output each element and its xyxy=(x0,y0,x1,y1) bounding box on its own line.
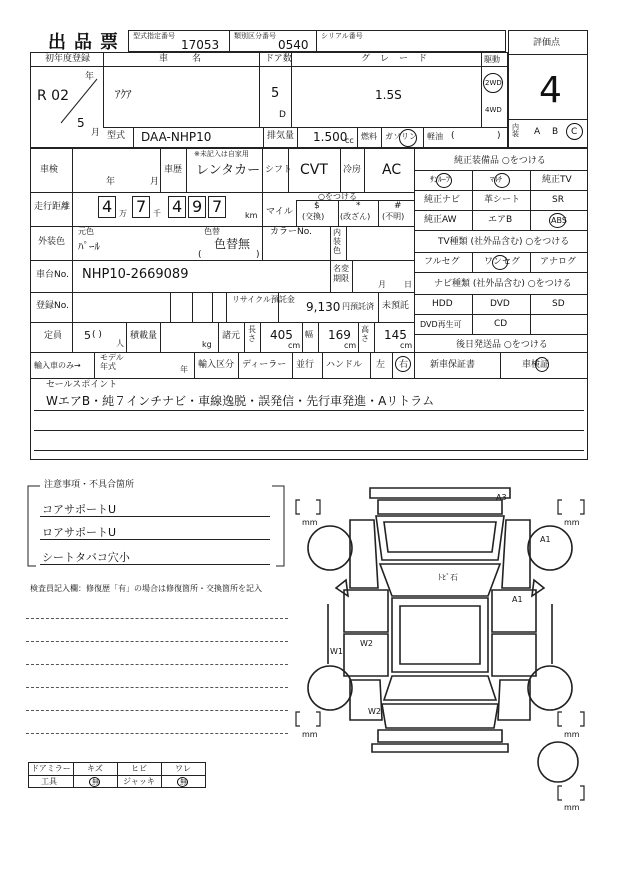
equip-sr: SR xyxy=(552,195,564,205)
color-label: 外装色 xyxy=(38,237,66,247)
displacement: 1.500 xyxy=(313,130,348,144)
shift-label: シフト xyxy=(265,165,293,175)
equip-leather: 革シート xyxy=(484,195,521,205)
repaint-label: 色替 xyxy=(204,227,220,236)
tools-tool-label: 工具 xyxy=(41,777,57,786)
recycle-unpaid: 未預託 xyxy=(382,301,410,311)
doors: 5 xyxy=(271,86,280,101)
ac: AC xyxy=(382,162,402,178)
damage-front-bumper: A3 xyxy=(496,493,507,502)
notes-label: 注意事項・不具合箇所 xyxy=(44,480,135,490)
tools-header-break: ワレ xyxy=(175,764,191,773)
handle-label: ハンドル xyxy=(326,360,363,370)
type-no-label: 型式指定番号 xyxy=(133,32,175,40)
width-unit: cm xyxy=(344,341,357,350)
equip-tv: 純正TV xyxy=(542,175,572,185)
note-1: コアサポートU xyxy=(42,503,117,516)
damage-right-door: A1 xyxy=(512,595,523,604)
mileage-man: 万 xyxy=(119,209,127,218)
altered-label: (改ざん) xyxy=(340,212,371,221)
equip-navi: 純正ナビ xyxy=(424,195,461,205)
mm-rear-right: mm xyxy=(564,730,580,739)
altered-symbol: * xyxy=(356,201,361,211)
height-label: 高さ xyxy=(361,325,369,343)
recycle-label: リサイクル預託金 xyxy=(232,295,295,304)
interior-color-label: 内装色 xyxy=(333,228,341,255)
chassis: NHP10-2669089 xyxy=(82,267,189,282)
later-inspection-cert: 車検証 xyxy=(522,360,550,370)
name-change-day: 日 xyxy=(404,280,412,289)
name-change-label: 名変期限 xyxy=(333,264,349,283)
height: 145 xyxy=(384,328,407,342)
doors-label: ドア数 xyxy=(265,54,292,64)
sales-label: セールスポイント xyxy=(46,380,118,390)
grade-score-label: 評価点 xyxy=(533,38,561,48)
inspection-year: 年 xyxy=(106,177,116,187)
car-name-label: 車名 xyxy=(159,54,226,64)
mileage-sen: 千 xyxy=(153,209,161,218)
grade-score: 4 xyxy=(539,70,562,111)
mileage-label: 走行距離 xyxy=(34,202,71,212)
equip-airbag: エアB xyxy=(488,215,513,225)
door-type: D xyxy=(279,110,286,120)
displacement-unit: cc xyxy=(345,136,354,145)
tv-label: TV種類 (社外品含む) ○をつける xyxy=(438,237,570,247)
sales-text: WエアB・純７インチナビ・車線逸脱・誤発信・先行車発進・Aリトラム xyxy=(46,394,435,408)
car-name: ｱｸｱ xyxy=(115,88,132,101)
damage-left-pillar: W1 xyxy=(330,647,343,656)
note-2: ロアサポートU xyxy=(42,526,117,539)
dealer-label: ディーラー xyxy=(242,360,287,370)
mileage-digit-3: 4 xyxy=(172,197,183,216)
equip-abs: ABS xyxy=(551,216,567,225)
tools-jack-label: ジャッキ xyxy=(123,777,155,786)
later-label: 後日発送品 ○をつける xyxy=(456,340,548,350)
equip-multi: ﾏﾙﾁ xyxy=(490,175,502,184)
tools-header-crack: ヒビ xyxy=(131,764,147,773)
grade: 1.5S xyxy=(375,88,402,102)
capacity-unit: 人 xyxy=(116,339,124,348)
type-no: 17053 xyxy=(181,38,220,52)
history-note: ※未記入は自家用 xyxy=(194,150,249,158)
left-label: 左 xyxy=(376,360,386,370)
recycle-status: 円預託済 xyxy=(342,302,374,311)
navi-hdd: HDD xyxy=(432,299,453,309)
damage-rear: W2 xyxy=(368,707,381,716)
drive-label: 駆動 xyxy=(484,55,500,64)
page-title: 出品票 xyxy=(48,32,126,53)
note-3: シートタバコ穴小 xyxy=(42,551,130,564)
capacity-paren: ( ) xyxy=(92,330,102,340)
length-label: 長さ xyxy=(248,325,256,343)
navi-label: ナビ種類 (社外品含む) ○をつける xyxy=(434,279,572,289)
interior-a: A xyxy=(534,127,541,137)
exchange-label: (交換) xyxy=(302,212,325,221)
mileage-digit-2: 7 xyxy=(136,197,147,216)
displacement-label: 排気量 xyxy=(267,131,295,141)
serial-label: シリアル番号 xyxy=(321,32,363,40)
oil-label: 軽油 xyxy=(427,132,443,141)
mm-rear-left: mm xyxy=(302,730,318,739)
length-unit: cm xyxy=(288,341,301,350)
inspection-label: 車検 xyxy=(40,165,59,175)
mileage-km: km xyxy=(245,211,258,220)
import-label: 輸入車のみ→ xyxy=(34,361,81,370)
recycle-amount: 9,130 xyxy=(306,300,341,314)
tools-header-mirror: ドアミラー xyxy=(31,764,71,773)
repaint-paren-close: ) xyxy=(256,250,260,260)
load-label: 積載量 xyxy=(130,331,158,341)
first-reg-month: 5 xyxy=(77,116,85,130)
model: DAA-NHP10 xyxy=(141,130,212,144)
mm-front-left: mm xyxy=(302,518,318,527)
interior-b: B xyxy=(552,127,559,137)
navi-dvd: DVD xyxy=(490,299,510,309)
navi-cd: CD xyxy=(494,319,508,329)
drive-2wd: 2WD xyxy=(485,79,502,87)
history: レンタカー xyxy=(196,163,261,178)
height-unit: cm xyxy=(400,341,413,350)
right-label: 右 xyxy=(399,360,409,370)
navi-sd: SD xyxy=(552,299,565,309)
genuine-label: 純正装備品 ○をつける xyxy=(454,156,546,166)
mm-front-right: mm xyxy=(564,518,580,527)
model-label: 型式 xyxy=(107,131,126,141)
original-color-label: 元色 xyxy=(78,227,94,236)
unknown-label: (不明) xyxy=(382,212,405,221)
parallel-label: 並行 xyxy=(296,360,315,370)
tools-jack-value: 無 xyxy=(180,778,187,786)
dimensions-label: 諸元 xyxy=(222,331,241,341)
color-no-label: カラーNo. xyxy=(270,227,312,237)
first-reg-month-unit: 月 xyxy=(91,128,101,138)
width: 169 xyxy=(328,328,351,342)
fuel: ガソリン xyxy=(385,132,417,141)
capacity-label: 定員 xyxy=(44,331,63,341)
damage-left-window: W2 xyxy=(360,639,373,648)
class-no: 0540 xyxy=(278,38,309,52)
length: 405 xyxy=(270,328,293,342)
inspector-label: 検査員記入欄：修復歴「有」の場合は修復箇所・交換箇所を記入 xyxy=(30,584,262,593)
first-reg-era: R 02 xyxy=(37,88,69,104)
damage-front-right: A1 xyxy=(540,535,551,544)
inspection-month: 月 xyxy=(150,177,160,187)
first-reg-year-unit: 年 xyxy=(85,72,95,82)
drive-4wd: 4WD xyxy=(485,106,502,114)
tv-oneseg: ワンセグ xyxy=(484,257,521,267)
unknown-symbol: # xyxy=(394,201,402,211)
mark-note: ○をつける xyxy=(318,192,357,201)
mileage-digit-1: 4 xyxy=(102,197,113,216)
mile-label: マイル xyxy=(266,207,293,217)
interior-c: C xyxy=(571,127,578,137)
interior-label: 内装 xyxy=(512,123,519,138)
later-warranty: 新車保証書 xyxy=(430,360,476,370)
mileage-digit-5: 7 xyxy=(212,197,223,216)
history-label: 車歴 xyxy=(164,165,183,175)
import-class-label: 輸入区分 xyxy=(198,360,235,370)
chassis-label: 車台No. xyxy=(36,270,69,280)
tv-fullseg: フルセグ xyxy=(424,257,460,267)
name-change-month: 月 xyxy=(378,280,386,289)
mileage-digit-4: 9 xyxy=(192,197,203,216)
ac-label: 冷房 xyxy=(343,165,362,175)
first-reg-label: 初年度登録 xyxy=(45,54,91,64)
repaint: 色替無 xyxy=(214,237,251,251)
tv-analog: アナログ xyxy=(540,257,577,267)
navi-dvd-play: DVD再生可 xyxy=(420,320,462,329)
original-color: ﾊﾟｰﾙ xyxy=(78,240,100,253)
tools-tool-value: 無 xyxy=(92,778,99,786)
registration-label: 登録No. xyxy=(36,301,69,311)
damage-hood: ﾄﾋﾞ石 xyxy=(438,573,458,582)
class-no-label: 類別区分番号 xyxy=(234,32,276,40)
fuel-label: 燃料 xyxy=(361,132,377,141)
shift: CVT xyxy=(300,162,328,178)
width-label: 幅 xyxy=(305,330,313,339)
exchange-symbol: $ xyxy=(314,201,320,211)
tools-header-scratch: キズ xyxy=(87,764,103,773)
repaint-paren-open: ( xyxy=(198,250,202,260)
equip-sunroof: ｻﾝﾙｰﾌ xyxy=(430,175,450,184)
model-year-unit: 年 xyxy=(180,365,188,374)
load-unit: kg xyxy=(202,340,212,349)
model-year-label: モデル年式 xyxy=(100,353,124,371)
vehicle-info-box: 初年度登録 車名 ドア数 グレード 駆動 年 R 02 5 月 ｱｸｱ 5 D 1.5S 2WD 4WD 型式 DAA-NHP10 排気量 1.500 cc 燃料 ガソリン 軽油 ( ) xyxy=(30,52,508,148)
capacity: 5 xyxy=(84,329,91,342)
grade-label: グレード xyxy=(361,54,438,64)
mm-spare: mm xyxy=(564,803,580,812)
equip-aw: 純正AW xyxy=(424,215,457,225)
